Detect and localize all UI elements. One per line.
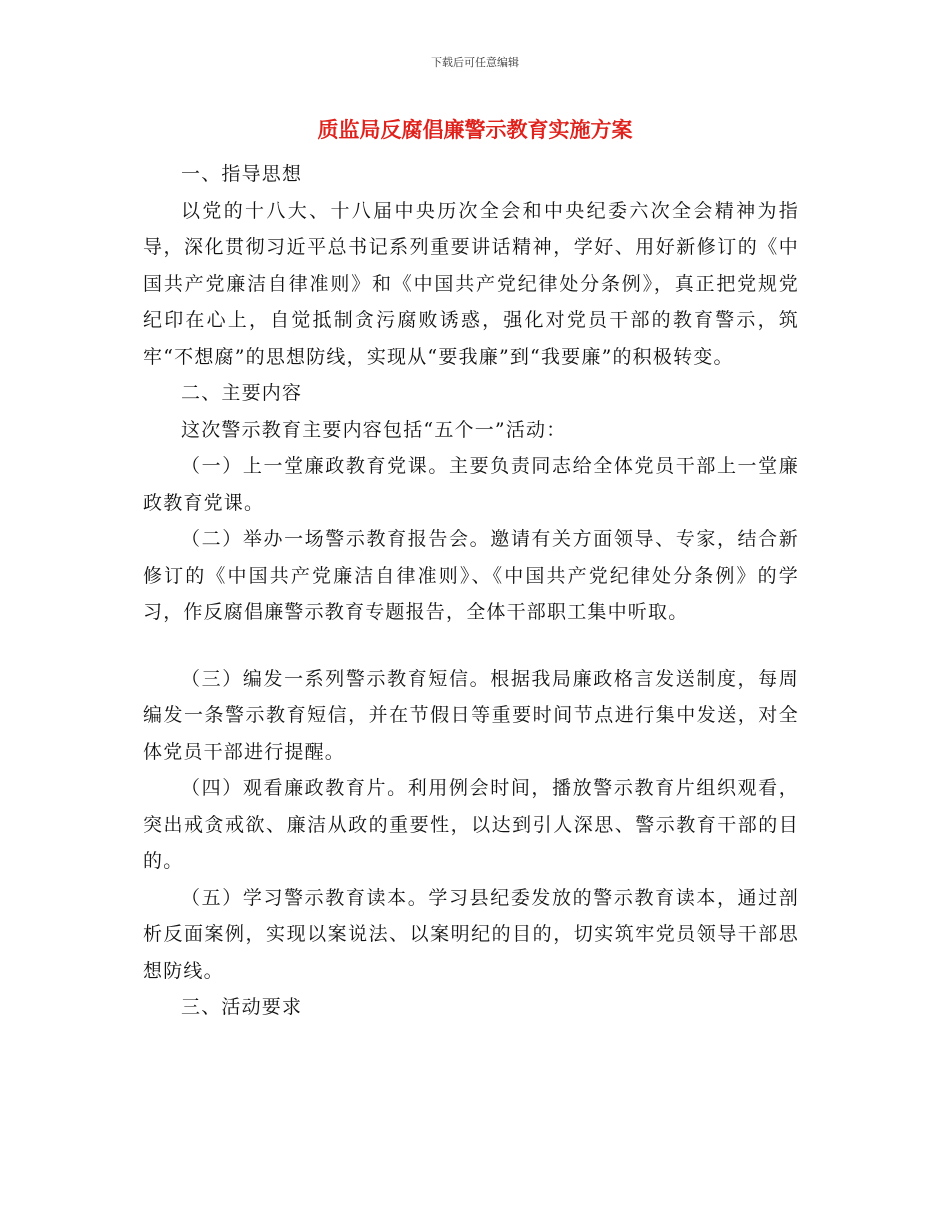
paragraph-main-content-intro: 这次警示教育主要内容包括“五个一”活动： xyxy=(181,418,567,441)
paragraph-item-1: （一）上一堂廉政教育党课。主要负责同志给全体党员干部上一堂廉政教育党课。 xyxy=(143,455,799,514)
paragraph-item-2: （二）举办一场警示教育报告会。邀请有关方面领导、专家，结合新修订的《中国共产党廉洁自律准则》、《中国共产党纪律处分条例》的学习，作反腐倡廉警示教育专题报告，全体干部职工集中听取。 xyxy=(143,528,799,623)
header-note: 下载后可任意编辑 xyxy=(431,56,519,69)
paragraph-guiding-ideology: 以党的十八大、十八届中央历次全会和中央纪委六次全会精神为指导，深化贯彻习近平总书记系列重要讲话精神，学好、用好新修订的《中国共产党廉洁自律准则》和《中国共产党纪律处分条例》，真正把党规党纪印在心上，自觉抵制贪污腐败诱惑，强化对党员干部的教育警示，筑牢“不想腐”的思想防线，实现从“要我廉”到“我要廉”的积极转变。 xyxy=(143,199,799,368)
section-heading-guiding-ideology: 一、指导思想 xyxy=(181,163,303,185)
document-body xyxy=(143,156,799,1026)
section-heading-activity-requirements: 三、活动要求 xyxy=(181,996,303,1018)
document-title: 质监局反腐倡廉警示教育实施方案 xyxy=(317,118,633,142)
paragraph-item-5: （五）学习警示教育读本。学习县纪委发放的警示教育读本，通过剖析反面案例，实现以案说法、以案明纪的目的，切实筑牢党员领导干部思想防线。 xyxy=(143,886,799,982)
paragraph-item-3: （三）编发一系列警示教育短信。根据我局廉政格言发送制度，每周编发一条警示教育短信，并在节假日等重要时间节点进行集中发送，对全体党员干部进行提醒。 xyxy=(143,667,799,763)
section-heading-main-content: 二、主要内容 xyxy=(181,382,303,404)
paragraph-item-4: （四）观看廉政教育片。利用例会时间，播放警示教育片组织观看，突出戒贪戒欲、廉洁从政的重要性，以达到引人深思、警示教育干部的目的。 xyxy=(143,777,799,872)
